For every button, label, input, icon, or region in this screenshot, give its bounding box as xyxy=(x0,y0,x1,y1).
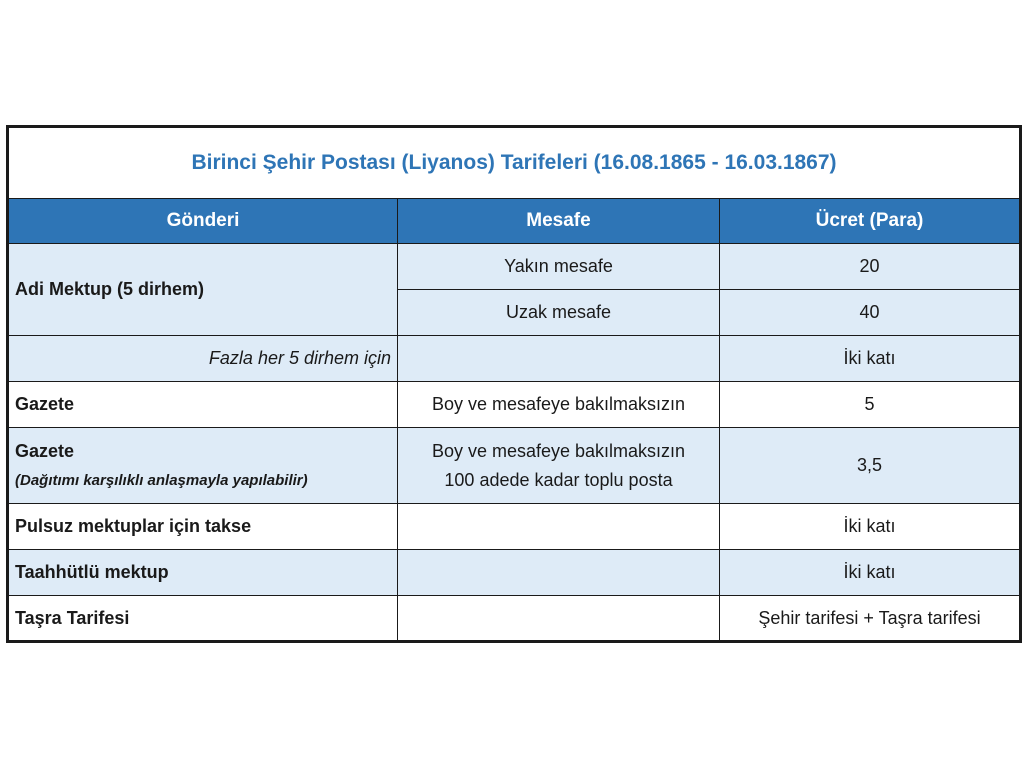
distance-line-1: Boy ve mesafeye bakılmaksızın xyxy=(431,440,686,461)
title-row xyxy=(8,127,1021,199)
fee-cell: Şehir tarifesi + Taşra tarifesi xyxy=(720,596,1021,642)
fee-cell: 20 xyxy=(720,244,1021,290)
item-cell: Fazla her 5 dirhem için xyxy=(8,336,398,382)
distance-cell: Uzak mesafe xyxy=(398,290,720,336)
item-label: Gazete xyxy=(15,440,75,461)
fee-cell: İki katı xyxy=(720,550,1021,596)
distance-cell xyxy=(398,336,720,382)
item-note: (Dağıtımı karşılıklı anlaşmayla yapılabilir) xyxy=(15,471,308,489)
distance-cell xyxy=(398,550,720,596)
distance-cell xyxy=(398,428,720,504)
table-title: Birinci Şehir Postası (Liyanos) Tarifeleri (16.08.1865 - 16.03.1867) xyxy=(8,127,1021,199)
distance-cell xyxy=(398,596,720,642)
fee-cell: İki katı xyxy=(720,336,1021,382)
item-cell: Taahhütlü mektup xyxy=(8,550,398,596)
header-mesafe: Mesafe xyxy=(398,199,720,244)
distance-line-2: 100 adede kadar toplu posta xyxy=(444,469,673,490)
fee-cell: 5 xyxy=(720,382,1021,428)
table-row xyxy=(8,336,1021,382)
tariff-table xyxy=(6,125,1022,643)
item-cell: Pulsuz mektuplar için takse xyxy=(8,504,398,550)
header-row xyxy=(8,199,1021,244)
distance-cell xyxy=(398,504,720,550)
table-row xyxy=(8,504,1021,550)
header-gonderi: Gönderi xyxy=(8,199,398,244)
item-cell: Adi Mektup (5 dirhem) xyxy=(8,244,398,336)
header-ucret: Ücret (Para) xyxy=(720,199,1021,244)
table-row xyxy=(8,244,1021,290)
fee-cell: 3,5 xyxy=(720,428,1021,504)
table-row xyxy=(8,550,1021,596)
table-row xyxy=(8,382,1021,428)
table-row xyxy=(8,596,1021,642)
fee-cell: İki katı xyxy=(720,504,1021,550)
table-row xyxy=(8,428,1021,504)
fee-cell: 40 xyxy=(720,290,1021,336)
item-cell: Gazete xyxy=(8,382,398,428)
item-cell: Taşra Tarifesi xyxy=(8,596,398,642)
item-cell xyxy=(8,428,398,504)
distance-cell: Boy ve mesafeye bakılmaksızın xyxy=(398,382,720,428)
distance-cell: Yakın mesafe xyxy=(398,244,720,290)
